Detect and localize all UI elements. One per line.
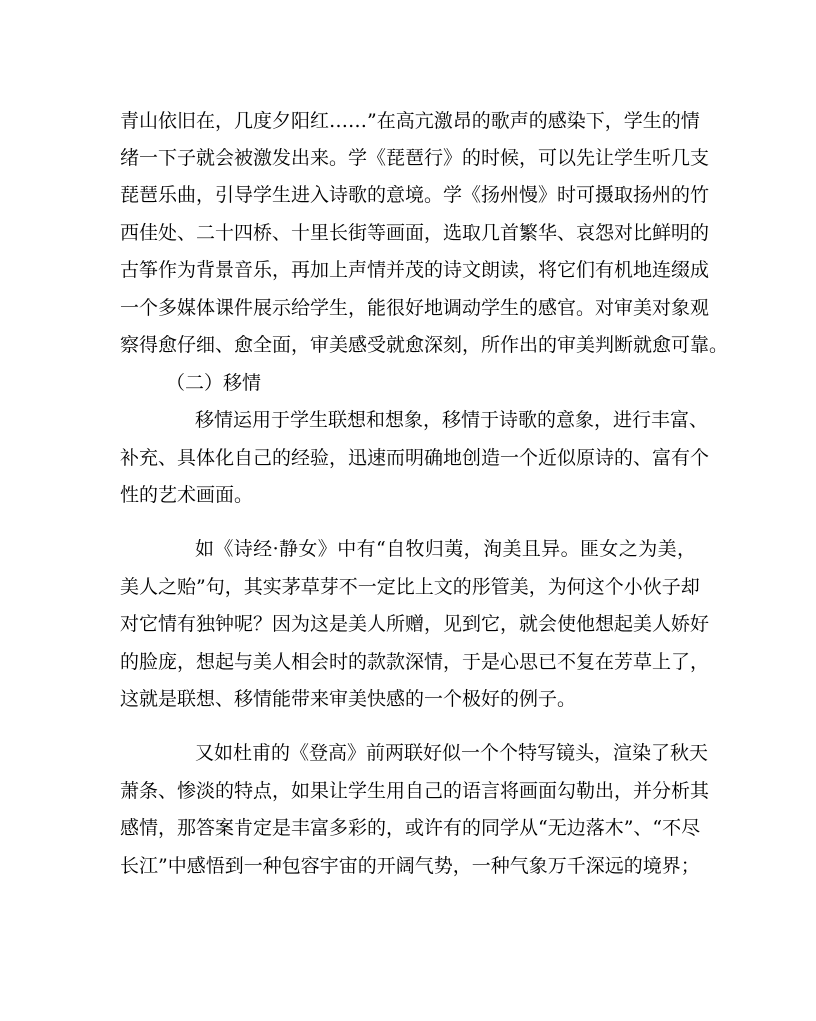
paragraph-1-line-5: 古筝作为背景音乐，再加上声情并茂的诗文朗读，将它们有机地连缀成 bbox=[120, 259, 710, 281]
paragraph-1-line-2: 绪一下子就会被激发出来。学《琵琶行》的时候，可以先让学生听几支 bbox=[120, 147, 710, 169]
paragraph-2-line-2: 补充、具体化自己的经验，迅速而明确地创造一个近似原诗的、富有个 bbox=[120, 447, 710, 469]
paragraph-4-line-2: 萧条、惨淡的特点，如果让学生用自己的语言将画面勾勒出，并分析其 bbox=[120, 780, 710, 802]
paragraph-4-line-3: 感情，那答案肯定是丰富多彩的，或许有的同学从“无边落木”、“不尽 bbox=[120, 817, 701, 839]
paragraph-3-line-5: 这就是联想、移情能带来审美快感的一个极好的例子。 bbox=[120, 688, 577, 710]
paragraph-1-line-6: 一个多媒体课件展示给学生，能很好地调动学生的感官。对审美对象观 bbox=[120, 297, 710, 319]
paragraph-3-line-4: 的脸庞，想起与美人相会时的款款深情，于是心思已不复在芳草上了， bbox=[120, 651, 710, 673]
paragraph-3-line-1: 如《诗经·静女》中有“自牧归荑，洵美且异。匪女之为美， bbox=[195, 538, 696, 560]
paragraph-1-line-7: 察得愈仔细、愈全面，审美感受就愈深刻，所作出的审美判断就愈可靠。 bbox=[120, 334, 729, 356]
paragraph-4-line-1: 又如杜甫的《登高》前两联好似一个个特写镜头，渲染了秋天 bbox=[195, 742, 709, 764]
paragraph-1-line-1: 青山依旧在，几度夕阳红……”在高亢激昂的歌声的感染下，学生的情 bbox=[120, 110, 700, 132]
paragraph-3-line-3: 对它情有独钟呢？因为这是美人所赠，见到它，就会使他想起美人娇好 bbox=[120, 613, 710, 635]
section-heading: （二）移情 bbox=[166, 372, 262, 394]
paragraph-1-line-4: 西佳处、二十四桥、十里长街等画面，选取几首繁华、哀怨对比鲜明的 bbox=[120, 222, 710, 244]
paragraph-3-line-2: 美人之贻”句，其实茅草芽不一定比上文的彤管美，为何这个小伙子却 bbox=[120, 576, 700, 598]
paragraph-2-line-1: 移情运用于学生联想和想象，移情于诗歌的意象，进行丰富、 bbox=[195, 409, 709, 431]
paragraph-2-line-3: 性的艺术画面。 bbox=[120, 484, 254, 506]
paragraph-4-line-4: 长江”中感悟到一种包容宇宙的开阔气势，一种气象万千深远的境界； bbox=[120, 855, 700, 877]
paragraph-1-line-3: 琵琶乐曲，引导学生进入诗歌的意境。学《扬州慢》时可摄取扬州的竹 bbox=[120, 184, 710, 206]
